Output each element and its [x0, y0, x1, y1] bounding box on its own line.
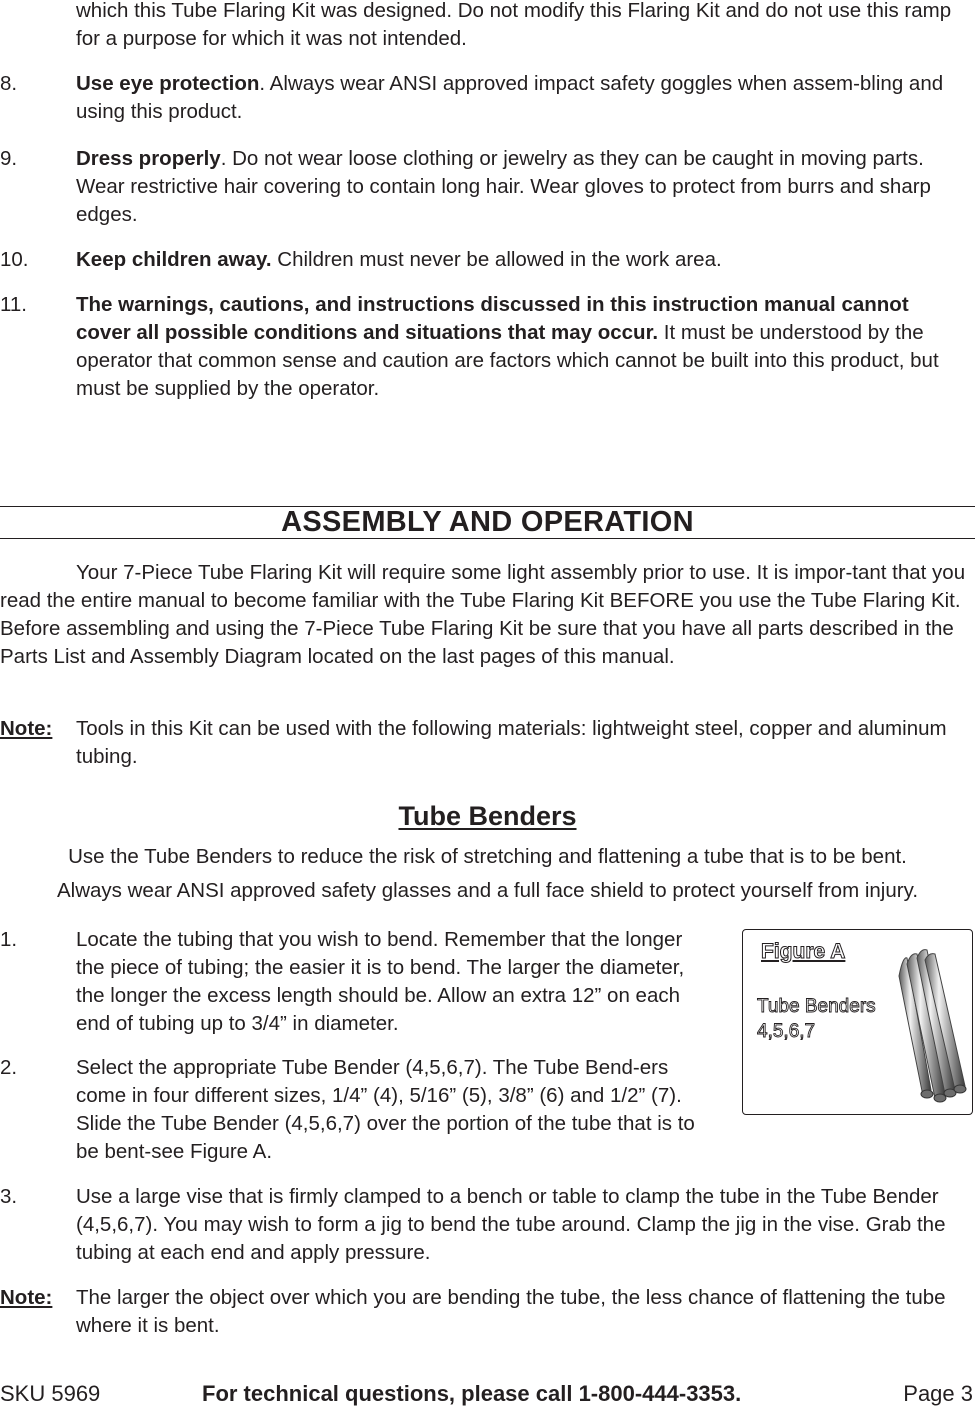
footer-page-number: Page 3: [903, 1381, 973, 1406]
heading-rule-bottom: [0, 538, 975, 539]
figure-caption-line-1: Tube Benders: [757, 996, 876, 1017]
step-number: 1.: [0, 928, 18, 951]
note-text: Tools in this Kit can be used with the following materials: lightweight steel, copper and aluminum tubing.: [76, 717, 947, 768]
intro-paragraph: Your 7-Piece Tube Flaring Kit will require some light assembly prior to use. It is impor-tant that you read the entire manual to become familiar with the Tube Flaring Kit BEFORE you use the Tube Flaring Kit. Before assembling and using the 7-Piece Tube Flaring Kit be sure that you have all parts described in the Parts List and Assembly Diagram located on the last pages of this manual.: [0, 561, 966, 668]
step-number: 3.: [0, 1185, 18, 1208]
figure-caption: [757, 994, 897, 1044]
item-number: 10.: [0, 248, 29, 271]
intro-continuation: which this Tube Flaring Kit was designed. Do not modify this Flaring Kit and do not use this ramp for a purpose for which it was not intended.: [76, 0, 952, 50]
note-text: The larger the object over which you are bending the tube, the less chance of flattening the tube where it is bent.: [76, 1286, 946, 1337]
item-bold: Dress properly: [76, 147, 221, 170]
item-number: 11.: [0, 293, 27, 316]
subheading-line-1: Use the Tube Benders to reduce the risk of stretching and flattening a tube that is to be bent.: [68, 845, 907, 868]
item-body: Children must never be allowed in the work area.: [271, 248, 722, 271]
item-bold: Keep children away.: [76, 248, 272, 271]
item-text: [76, 70, 967, 126]
item-text: [76, 145, 967, 229]
tube-benders-image: [893, 948, 971, 1114]
item-number: 8.: [0, 72, 18, 95]
item-bold: Use eye protection: [76, 72, 260, 95]
subheading-tube-benders: [0, 800, 975, 832]
item-bold: The warnings, cautions, and instructions discussed in this instruction manual cannot cover all possible conditions and situations that may occur.: [76, 293, 909, 344]
item-number: 9.: [0, 147, 18, 170]
footer-support: For technical questions, please call 1-800-444-3353.: [202, 1381, 742, 1406]
step-text: Locate the tubing that you wish to bend. Remember that the longer the piece of tubing; the easier it is to bend. The larger the diameter, the longer the excess length should be. Allow an extra 12” on each end of tubing up to 3/4” in diameter.: [76, 928, 685, 1035]
section-heading: ASSEMBLY AND OPERATION: [281, 506, 694, 538]
figure-title: Figure A: [761, 940, 846, 963]
step-text: Use a large vise that is firmly clamped to a bench or table to clamp the tube in the Tube Bender (4,5,6,7). You may wish to form a jig to bend the tube around. Clamp the jig in the vise. Grab the tubing at each end and apply pressure.: [76, 1185, 946, 1264]
figure-caption-line-2: 4,5,6,7: [757, 1021, 816, 1042]
figure-a: [742, 929, 973, 1115]
note-label: Note:: [0, 1286, 53, 1309]
subheading-line-2: Always wear ANSI approved safety glasses and a full face shield to protect yourself from injury.: [56, 879, 919, 902]
item-body: It must be understood by the operator that common sense and caution are factors which cannot be built into this product, but must be supplied by the operator.: [76, 321, 939, 400]
item-body: . Do not wear loose clothing or jewelry as they can be caught in moving parts. Wear restrictive hair covering to contain long hair. Wear gloves to protect from burrs and sharp edges.: [76, 147, 931, 226]
note-label: Note:: [0, 717, 53, 740]
step-text: Select the appropriate Tube Bender (4,5,6,7). The Tube Bend-ers come in four different sizes, 1/4” (4), 5/16” (5), 3/8” (6) and 1/2” (7). Slide the Tube Bender (4,5,6,7) over the portion of the tube that is to be bent-see Figure A.: [76, 1056, 695, 1163]
step-number: 2.: [0, 1056, 18, 1079]
item-text: [76, 291, 967, 403]
item-body: . Always wear ANSI approved impact safety goggles when assem-bling and using this product.: [76, 72, 944, 123]
item-text: [76, 246, 967, 274]
subheading-text: Tube Benders: [398, 801, 577, 831]
tube-bender-springs: [899, 950, 966, 1102]
footer-sku: SKU 5969: [0, 1381, 101, 1406]
